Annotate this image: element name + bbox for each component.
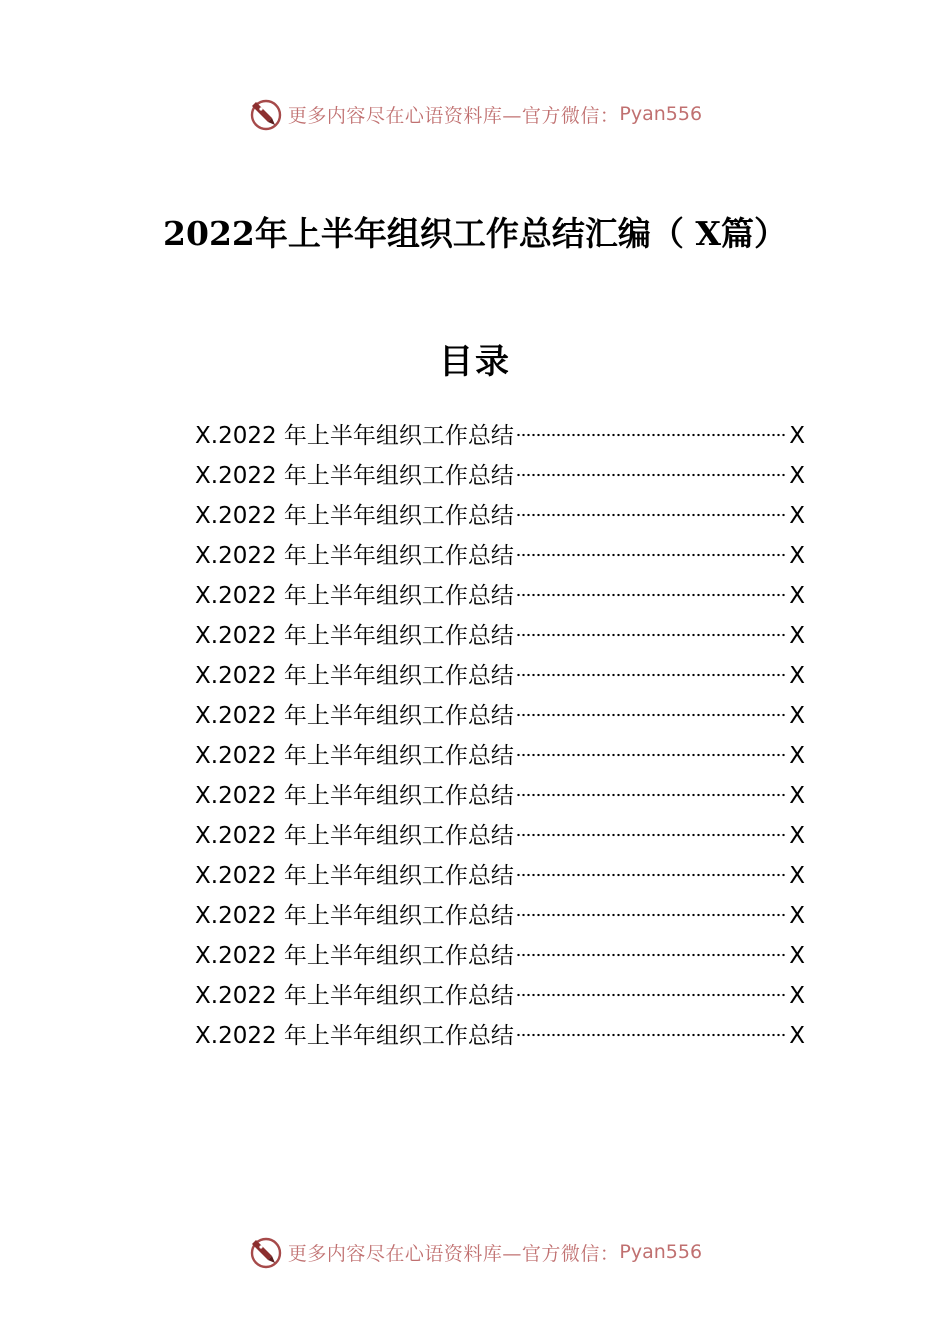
toc-dot-leader [516, 723, 787, 763]
toc-dot-leader [516, 603, 787, 643]
toc-entry-label: X.2022 年上半年组织工作总结 [195, 543, 514, 569]
table-of-contents [195, 403, 805, 1049]
toc-entry-page: X [789, 463, 805, 489]
toc-entry-label: X.2022 年上半年组织工作总结 [195, 423, 514, 449]
toc-entry-page: X [789, 503, 805, 529]
header-banner [0, 94, 950, 134]
toc-entry-page: X [789, 1023, 805, 1049]
toc-entry-label: X.2022 年上半年组织工作总结 [195, 743, 514, 769]
toc-entry-page: X [789, 943, 805, 969]
toc-entry-label: X.2022 年上半年组织工作总结 [195, 623, 514, 649]
toc-dot-leader [516, 403, 787, 443]
toc-dot-leader [516, 843, 787, 883]
toc-entry-label: X.2022 年上半年组织工作总结 [195, 703, 514, 729]
pen-nib-logo-icon [248, 96, 284, 132]
toc-entry-page: X [789, 663, 805, 689]
toc-dot-leader [516, 683, 787, 723]
toc-dot-leader [516, 923, 787, 963]
toc-entry-label: X.2022 年上半年组织工作总结 [195, 863, 514, 889]
banner-text: 更多内容尽在心语资料库—官方微信： [287, 1242, 620, 1265]
toc-dot-leader [516, 443, 787, 483]
toc-dot-leader [516, 963, 787, 1003]
toc-entry-page: X [789, 823, 805, 849]
footer-banner [0, 1232, 950, 1272]
toc-entry-page: X [789, 743, 805, 769]
toc-entry-label: X.2022 年上半年组织工作总结 [195, 823, 514, 849]
toc-dot-leader [516, 483, 787, 523]
toc-entry-page: X [789, 903, 805, 929]
toc-entry-label: X.2022 年上半年组织工作总结 [195, 663, 514, 689]
toc-dot-leader [516, 803, 787, 843]
toc-entry-label: X.2022 年上半年组织工作总结 [195, 463, 514, 489]
toc-dot-leader [516, 883, 787, 923]
toc-entry-page: X [789, 423, 805, 449]
toc-entry-label: X.2022 年上半年组织工作总结 [195, 503, 514, 529]
toc-heading: 目录 [439, 342, 511, 382]
toc-entry-page: X [789, 863, 805, 889]
toc-entry-page: X [789, 703, 805, 729]
wechat-id: Pyan556 [619, 1241, 703, 1263]
pen-nib-logo-icon [248, 1234, 284, 1270]
toc-dot-leader [516, 643, 787, 683]
document-title: 2022年上半年组织工作总结汇编（ X篇） [163, 214, 787, 253]
toc-entry-page: X [789, 783, 805, 809]
toc-entry-page: X [789, 543, 805, 569]
wechat-id: Pyan556 [619, 103, 703, 125]
toc-dot-leader [516, 1003, 787, 1043]
toc-dot-leader [516, 763, 787, 803]
toc-dot-leader [516, 563, 787, 603]
toc-dot-leader [516, 523, 787, 563]
toc-entry-page: X [789, 583, 805, 609]
banner-text: 更多内容尽在心语资料库—官方微信： [287, 104, 620, 127]
toc-entry-page: X [789, 983, 805, 1009]
toc-entry-label: X.2022 年上半年组织工作总结 [195, 943, 514, 969]
toc-entry[interactable] [195, 403, 805, 449]
toc-entry-label: X.2022 年上半年组织工作总结 [195, 1023, 514, 1049]
toc-entry-label: X.2022 年上半年组织工作总结 [195, 983, 514, 1009]
toc-entry-label: X.2022 年上半年组织工作总结 [195, 903, 514, 929]
toc-entry-label: X.2022 年上半年组织工作总结 [195, 583, 514, 609]
toc-entry-label: X.2022 年上半年组织工作总结 [195, 783, 514, 809]
toc-entry-page: X [789, 623, 805, 649]
